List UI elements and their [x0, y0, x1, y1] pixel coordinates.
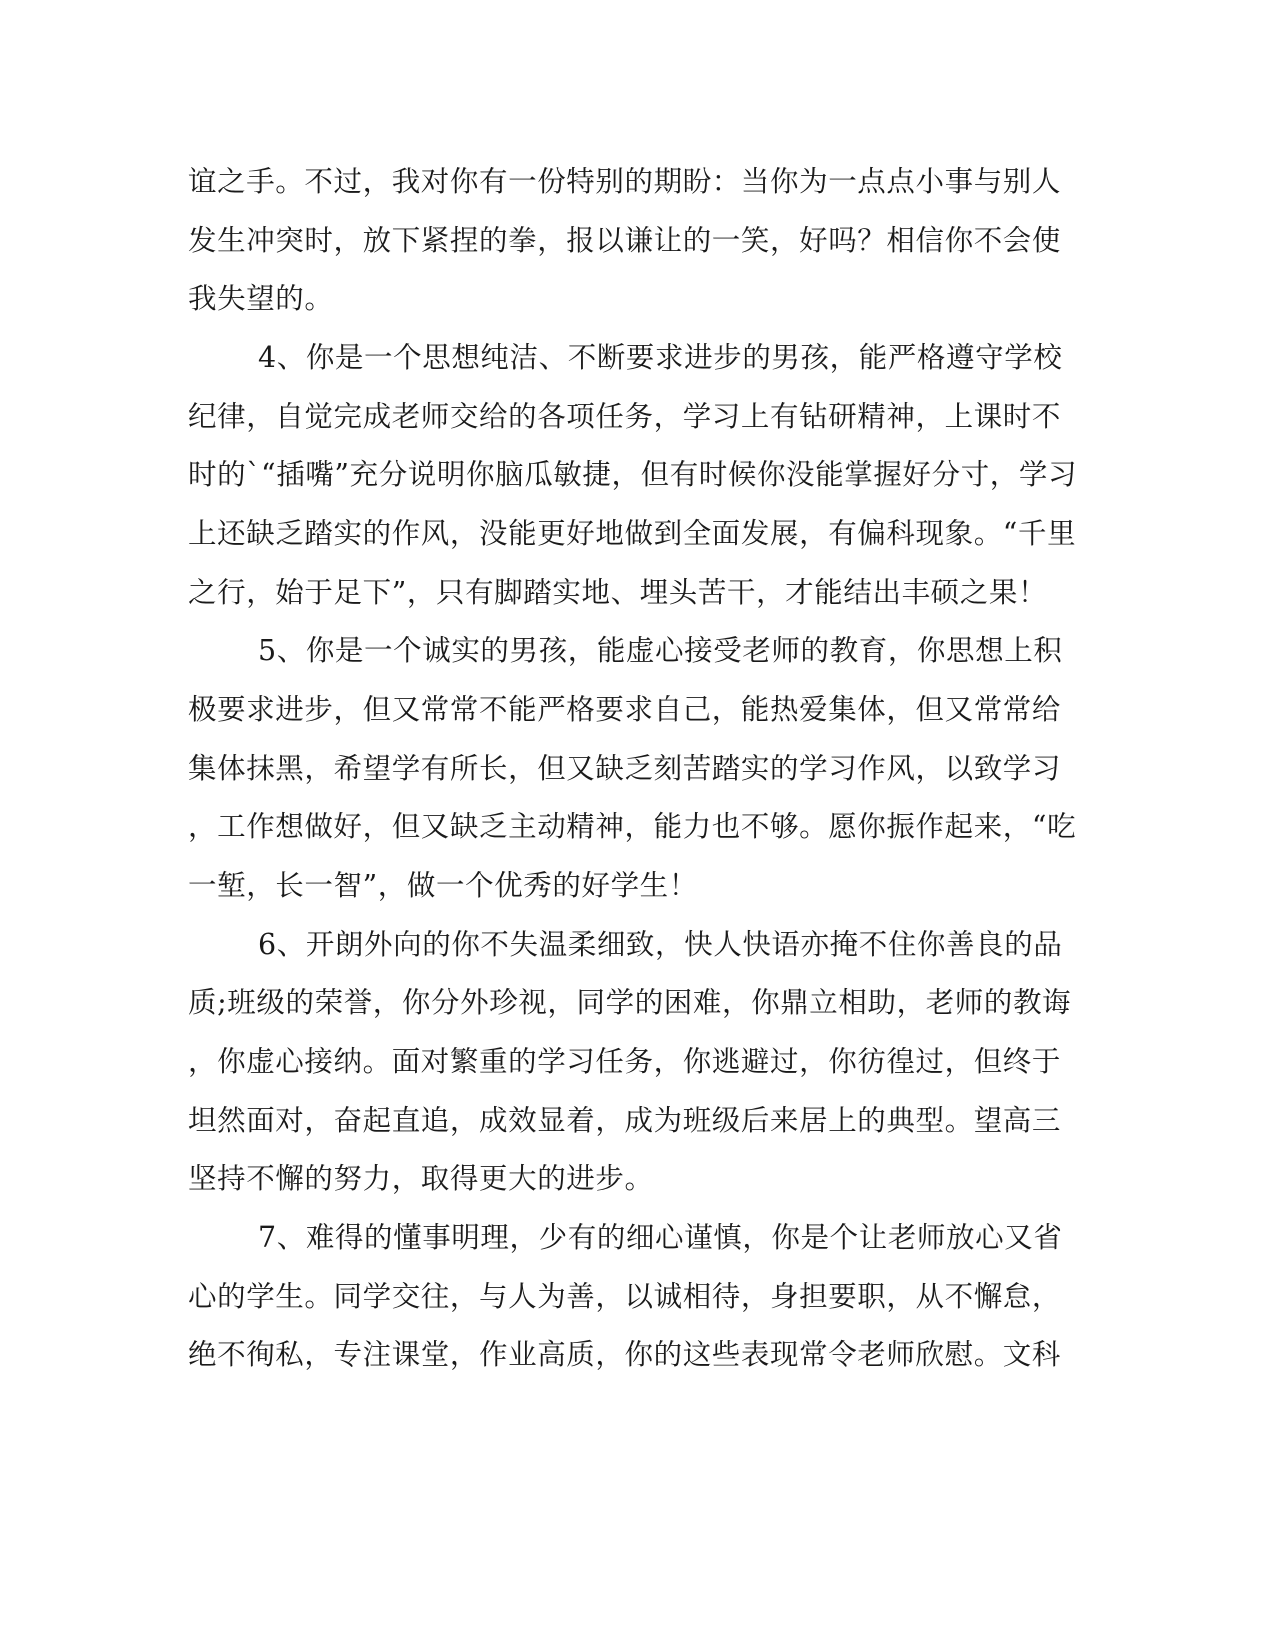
- paragraph-5-first-line: 5、你是一个诚实的男孩，能虚心接受老师的教育，你思想上积: [258, 634, 1063, 667]
- text-line: 集体抹黑，希望学有所长，但又缺乏刻苦踏实的学习作风，以致学习: [188, 752, 1062, 785]
- text-line: 质;班级的荣誉，你分外珍视，同学的困难，你鼎立相助，老师的教诲: [188, 986, 1072, 1019]
- paragraph-6-first-line: 6、开朗外向的你不失温柔细致，快人快语亦掩不住你善良的品: [258, 928, 1063, 961]
- text-line: 一堑，长一智”，做一个优秀的好学生！: [188, 869, 698, 902]
- text-line: 我失望的。: [188, 282, 334, 315]
- paragraph-4-first-line: 4、你是一个思想纯洁、不断要求进步的男孩，能严格遵守学校: [258, 341, 1063, 374]
- text-line: 心的学生。同学交往，与人为善，以诚相待，身担要职，从不懈怠，: [188, 1280, 1062, 1313]
- text-line: 之行，始于足下”，只有脚踏实地、埋头苦干，才能结出丰硕之果！: [188, 576, 1048, 609]
- paragraph-7-first-line: 7、难得的懂事明理，少有的细心谨慎，你是个让老师放心又省: [258, 1221, 1063, 1254]
- text-line: ，你虚心接纳。面对繁重的学习任务，你逃避过，你彷徨过，但终于: [188, 1045, 1062, 1078]
- text-line: 坚持不懈的努力，取得更大的进步。: [188, 1162, 654, 1195]
- text-line: 极要求进步，但又常常不能严格要求自己，能热爱集体，但又常常给: [188, 693, 1062, 726]
- text-line: 发生冲突时，放下紧捏的拳，报以谦让的一笑，好吗？相信你不会使: [188, 224, 1062, 257]
- text-line: 谊之手。不过，我对你有一份特别的期盼：当你为一点点小事与别人: [188, 165, 1062, 198]
- text-line: 上还缺乏踏实的作风，没能更好地做到全面发展，有偏科现象。“千里: [188, 517, 1077, 550]
- text-line: 坦然面对，奋起直追，成效显着，成为班级后来居上的典型。望高三: [188, 1104, 1062, 1137]
- text-line: ，工作想做好，但又缺乏主动精神，能力也不够。愿你振作起来，“吃: [188, 810, 1077, 843]
- text-line: 绝不徇私，专注课堂，作业高质，你的这些表现常令老师欣慰。文科: [188, 1338, 1062, 1371]
- text-line: 时的`“插嘴”充分说明你脑瓜敏捷，但有时候你没能掌握好分寸，学习: [188, 458, 1078, 491]
- text-line: 纪律，自觉完成老师交给的各项任务，学习上有钻研精神，上课时不: [188, 400, 1062, 433]
